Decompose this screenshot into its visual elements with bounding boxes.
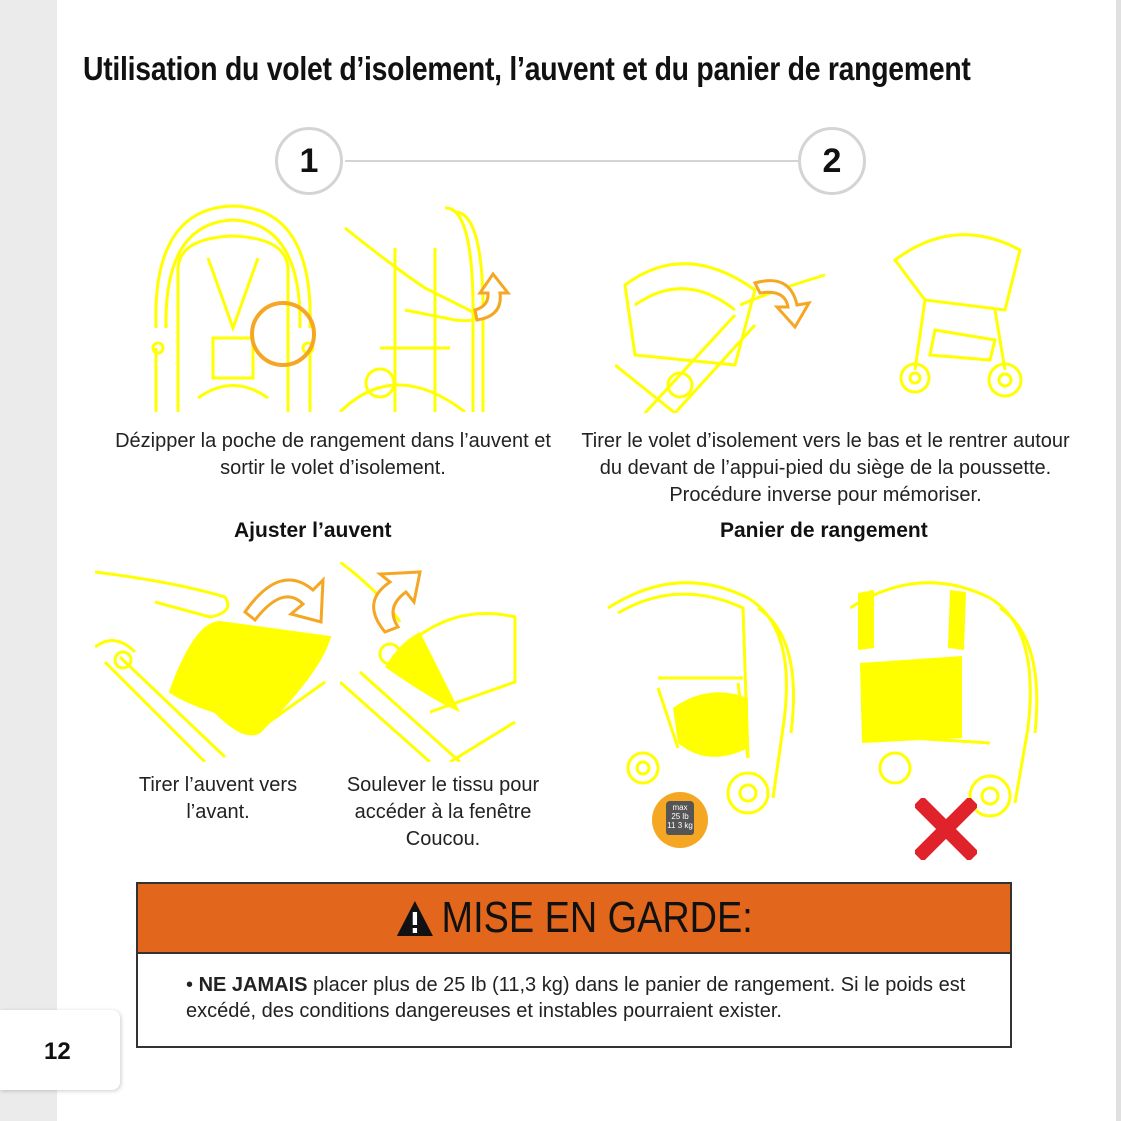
page-number: 12 — [44, 1038, 71, 1065]
caption-line: Soulever le tissu pour — [346, 774, 540, 796]
caption-line: Tirer le volet d’isolement vers le bas et le rentrer autour — [581, 430, 1070, 452]
warning-header — [138, 884, 1010, 954]
warning-text — [186, 972, 986, 1024]
lift-fabric-caption — [338, 772, 548, 853]
badge-line: 25 lb — [671, 812, 689, 821]
bullet: • — [186, 974, 194, 996]
step-2-circle: 2 — [798, 127, 866, 195]
down-arrow-icon — [755, 281, 809, 327]
caption-line: accéder à la fenêtre — [354, 801, 532, 823]
basket-heading: Panier de rangement — [720, 519, 928, 542]
pull-shade-out-illustration — [335, 198, 525, 412]
bag-strap-left — [858, 590, 874, 650]
step-2-caption — [573, 428, 1078, 509]
weight-limit-badge — [652, 792, 708, 848]
step-connector-line — [345, 160, 800, 162]
forward-arrow-icon — [245, 580, 323, 622]
warning-box — [136, 882, 1012, 1048]
prohibited-x-icon — [915, 798, 977, 860]
page-edge — [1116, 0, 1121, 1121]
pull-canopy-caption — [128, 772, 308, 826]
warning-title: MISE EN GARDE: — [441, 893, 753, 942]
highlight-circle — [252, 303, 314, 365]
caption-line: du devant de l’appui-pied du siège de la poussette. — [599, 457, 1052, 479]
canopy-fabric — [170, 622, 330, 735]
caption-line: Coucou. — [405, 828, 481, 850]
pull-canopy-forward-illustration — [95, 562, 335, 762]
badge-line: 11 3 kg — [667, 821, 693, 830]
caption-line: Procédure inverse pour mémoriser. — [669, 484, 982, 506]
caption-line: Tirer l’auvent vers — [138, 774, 298, 796]
warning-triangle-icon — [395, 898, 435, 938]
step-1-caption — [103, 428, 563, 482]
filled-basket — [673, 692, 748, 757]
page-title: Utilisation du volet d’isolement, l’auvent et du panier de rangement — [83, 50, 971, 87]
caption-line: Dézipper la poche de rangement dans l’auvent et — [115, 430, 551, 452]
unzip-pocket-illustration — [138, 198, 328, 412]
up-arrow-icon — [475, 274, 508, 320]
canopy-heading: Ajuster l’auvent — [234, 519, 392, 542]
tuck-shade-illustration — [615, 245, 835, 413]
hanging-bag — [860, 656, 962, 743]
caption-line: sortir le volet d’isolement. — [220, 457, 446, 479]
caption-line: l’avant. — [186, 801, 250, 823]
bag-strap-right — [948, 590, 966, 650]
raised-fabric — [385, 632, 460, 712]
warning-sentence: placer plus de 25 lb (11,3 kg) dans le panier de rangement. Si le poids est excédé, des conditions dangereuses et instables pourraient exister. — [186, 974, 966, 1022]
stroller-with-shade-illustration — [885, 220, 1030, 400]
lift-arrow-icon — [374, 572, 420, 632]
lift-fabric-illustration — [340, 562, 525, 762]
badge-line: max — [672, 803, 688, 812]
warning-emphasis: NE JAMAIS — [198, 974, 308, 996]
step-1-circle: 1 — [275, 127, 343, 195]
